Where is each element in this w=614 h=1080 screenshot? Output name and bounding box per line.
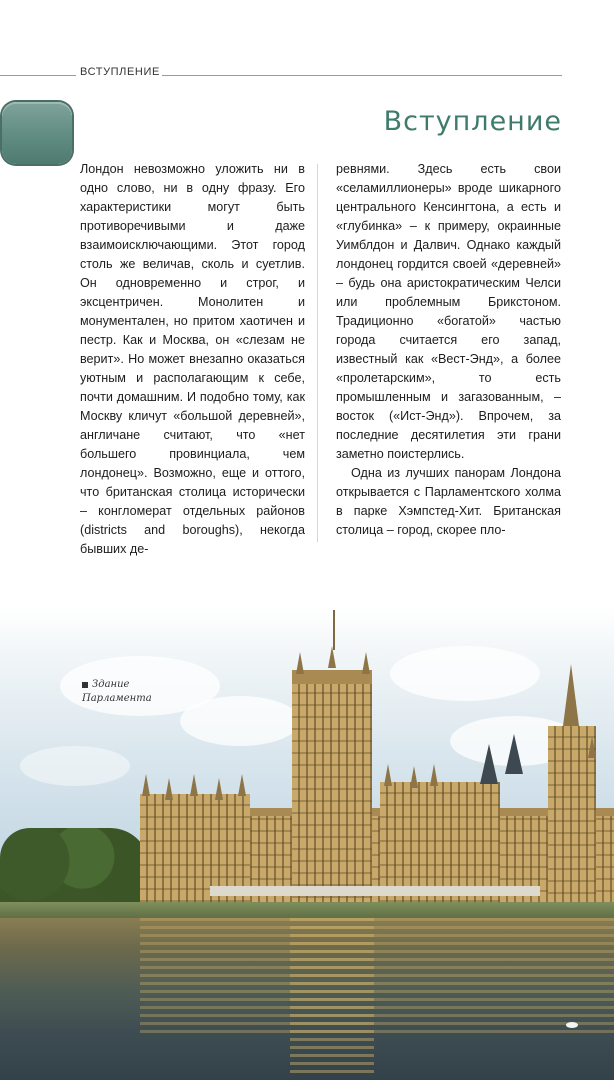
text-column-left bbox=[80, 160, 305, 559]
central-tower bbox=[292, 670, 372, 902]
caption-line-2: Парламента bbox=[82, 693, 152, 704]
header-rule-right bbox=[162, 75, 562, 76]
running-title: ВСТУПЛЕНИЕ bbox=[80, 66, 160, 78]
photo-caption bbox=[82, 678, 152, 706]
paragraph: Лондон невозможно уложить ни в одно слово, ни в одну фразу. Его характеристики могут быть противоречивыми и даже взаимоисключающими. Этот город столь же величав, сколь и суетлив. Он одновременно и строг, и эксцентричен. Монолитен и монументален, но притом хаотичен и пестр. Как и Москва, он «слезам не верит». Но может внезапно оказаться уютным и располагающим к себе, почти домашним. И подобно тому, как Москву кличут «большой деревней», англичане считают, что «нет большего провинциала, чем лондонец». Возможно, еще и оттого, что британская столица исторически – конгломерат отдельных районов (districts and boroughs), некогда бывших де- bbox=[80, 162, 305, 556]
header-rule-left bbox=[0, 75, 76, 76]
paragraph: Одна из лучших панорам Лондона открывается с Парламентского холма в парке Хэмпстед-Хит. Британская столица – город, скорее пло- bbox=[336, 466, 561, 537]
swan bbox=[566, 1022, 578, 1028]
caption-line-1: Здание bbox=[92, 679, 130, 690]
trees bbox=[0, 828, 150, 910]
text-column-right bbox=[336, 160, 561, 540]
caption-bullet bbox=[82, 682, 88, 688]
running-head bbox=[0, 62, 562, 82]
paragraph: ревнями. Здесь есть свои «селамиллионеры» вроде шикарного центрального Кенсингтона, а есть и «глубинка» – к примеру, окраинные Уимблдон и Далвич. Однако каждый лондонец гордится своей «деревней» – будь она аристократическим Челси или проблемным Брикстоном. Традиционно «богатой» частью города считается его запад, известный как «Вест-Энд», а более «пролетарским», то есть промышленным и загазованным, – восток («Ист-Энд»). Впрочем, за последние десятилетия эти грани заметно поистерлись. bbox=[336, 162, 561, 461]
column-divider bbox=[317, 164, 318, 542]
page-title: Вступление bbox=[383, 106, 562, 137]
